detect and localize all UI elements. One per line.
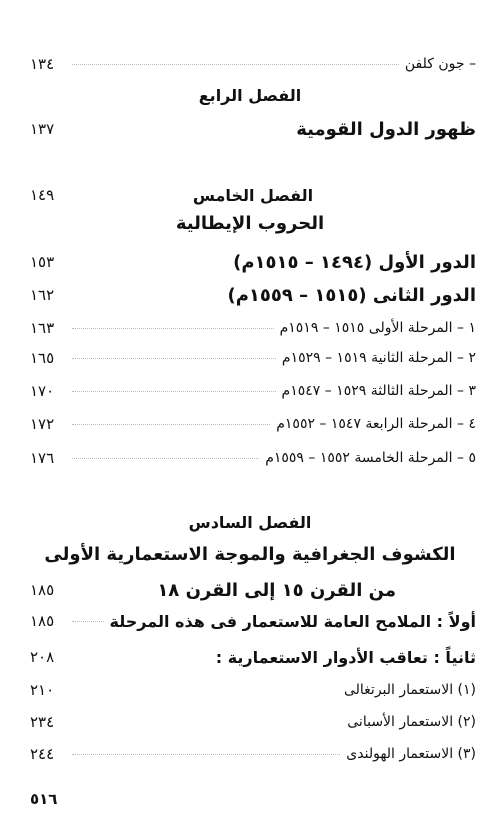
toc-entry-page: ١٨٥ [30, 612, 55, 630]
toc-entry[interactable] [30, 343, 476, 373]
toc-entry-title: ١ – المرحلة الأولى ١٥١٥ – ١٥١٩م [279, 320, 476, 336]
toc-entry-title: أولاً : الملامح العامة للاستعمار فى هذه المرحلة [109, 611, 476, 631]
toc-entry-page: ١٦٥ [30, 349, 55, 367]
leader-dots [72, 754, 340, 755]
leader-dots [72, 424, 270, 425]
toc-entry-title: ٤ – المرحلة الرابعة ١٥٤٧ – ١٥٥٢م [276, 416, 476, 432]
toc-entry[interactable] [30, 707, 476, 737]
toc-entry-page: ٢٠٨ [30, 648, 55, 666]
toc-entry[interactable] [30, 376, 476, 406]
toc-entry-title: (٢) الاستعمار الأسبانى [347, 714, 476, 730]
toc-entry[interactable] [30, 606, 476, 636]
toc-entry-page: ٢٣٤ [30, 713, 55, 731]
leader-dots [72, 64, 399, 65]
toc-entry[interactable] [30, 247, 476, 277]
toc-entry-title: ٣ – المرحلة الثالثة ١٥٢٩ – ١٥٤٧م [281, 383, 476, 399]
toc-entry[interactable] [30, 443, 476, 473]
leader-dots [72, 458, 259, 459]
toc-entry-title: ثانياً : تعاقب الأدوار الاستعمارية : [215, 647, 476, 667]
toc-entry-title: الدور الأول (١٤٩٤ – ١٥١٥م) [233, 251, 476, 273]
chapter-heading: الفصل السادس [188, 513, 312, 532]
toc-entry-page: ١٣٤ [30, 55, 55, 73]
toc-entry[interactable] [30, 114, 476, 144]
leader-dots [72, 621, 104, 622]
toc-entry-page: ١٧٠ [30, 382, 55, 400]
toc-entry-page: ١٥٣ [30, 253, 55, 271]
chapter-heading: الفصل الخامس [192, 185, 314, 205]
toc-entry-page: ١٧٦ [30, 449, 55, 467]
toc-entry-title: ٢ – المرحلة الثانية ١٥١٩ – ١٥٢٩م [281, 350, 476, 366]
toc-entry[interactable] [30, 313, 476, 343]
toc-entry[interactable] [30, 739, 476, 769]
toc-entry[interactable] [30, 49, 476, 79]
toc-entry[interactable] [30, 642, 476, 672]
chapter-heading: الفصل الرابع [198, 86, 302, 105]
toc-entry-page: ١٤٩ [30, 186, 55, 204]
leader-dots [72, 391, 276, 392]
toc-entry-title: ٥ – المرحلة الخامسة ١٥٥٢ – ١٥٥٩م [265, 450, 476, 466]
toc-entry[interactable] [30, 575, 476, 605]
toc-entry-title: الدور الثانى (١٥١٥ – ١٥٥٩م) [227, 284, 476, 306]
toc-entry-page: ١٣٧ [30, 120, 55, 138]
toc-entry[interactable] [30, 280, 476, 310]
toc-entry-page: ١٦٣ [30, 319, 55, 337]
toc-entry-title: (١) الاستعمار البرتغالى [343, 682, 476, 698]
toc-entry-page: ٢٤٤ [30, 745, 55, 763]
toc-entry-title: – جون كلفن [404, 56, 476, 72]
toc-entry-title: (٣) الاستعمار الهولندى [346, 746, 476, 762]
toc-entry-page: ١٦٢ [30, 286, 55, 304]
toc-entry-page: ٢١٠ [30, 681, 55, 699]
leader-dots [72, 328, 274, 329]
chapter-title: الحروب الإيطالية [175, 213, 325, 234]
toc-entry[interactable] [30, 675, 476, 705]
leader-dots [72, 358, 276, 359]
toc-entry-title: ظهور الدول القومية [296, 118, 476, 140]
page-number: ٥١٦ [30, 790, 58, 808]
toc-entry[interactable] [30, 409, 476, 439]
chapter-row[interactable] [30, 180, 476, 210]
toc-entry-title: من القرن ١٥ إلى القرن ١٨ [157, 579, 396, 601]
toc-entry-page: ١٨٥ [30, 581, 55, 599]
chapter-title: الكشوف الجغرافية والموجة الاستعمارية الأولى [44, 544, 456, 565]
toc-entry-page: ١٧٢ [30, 415, 55, 433]
